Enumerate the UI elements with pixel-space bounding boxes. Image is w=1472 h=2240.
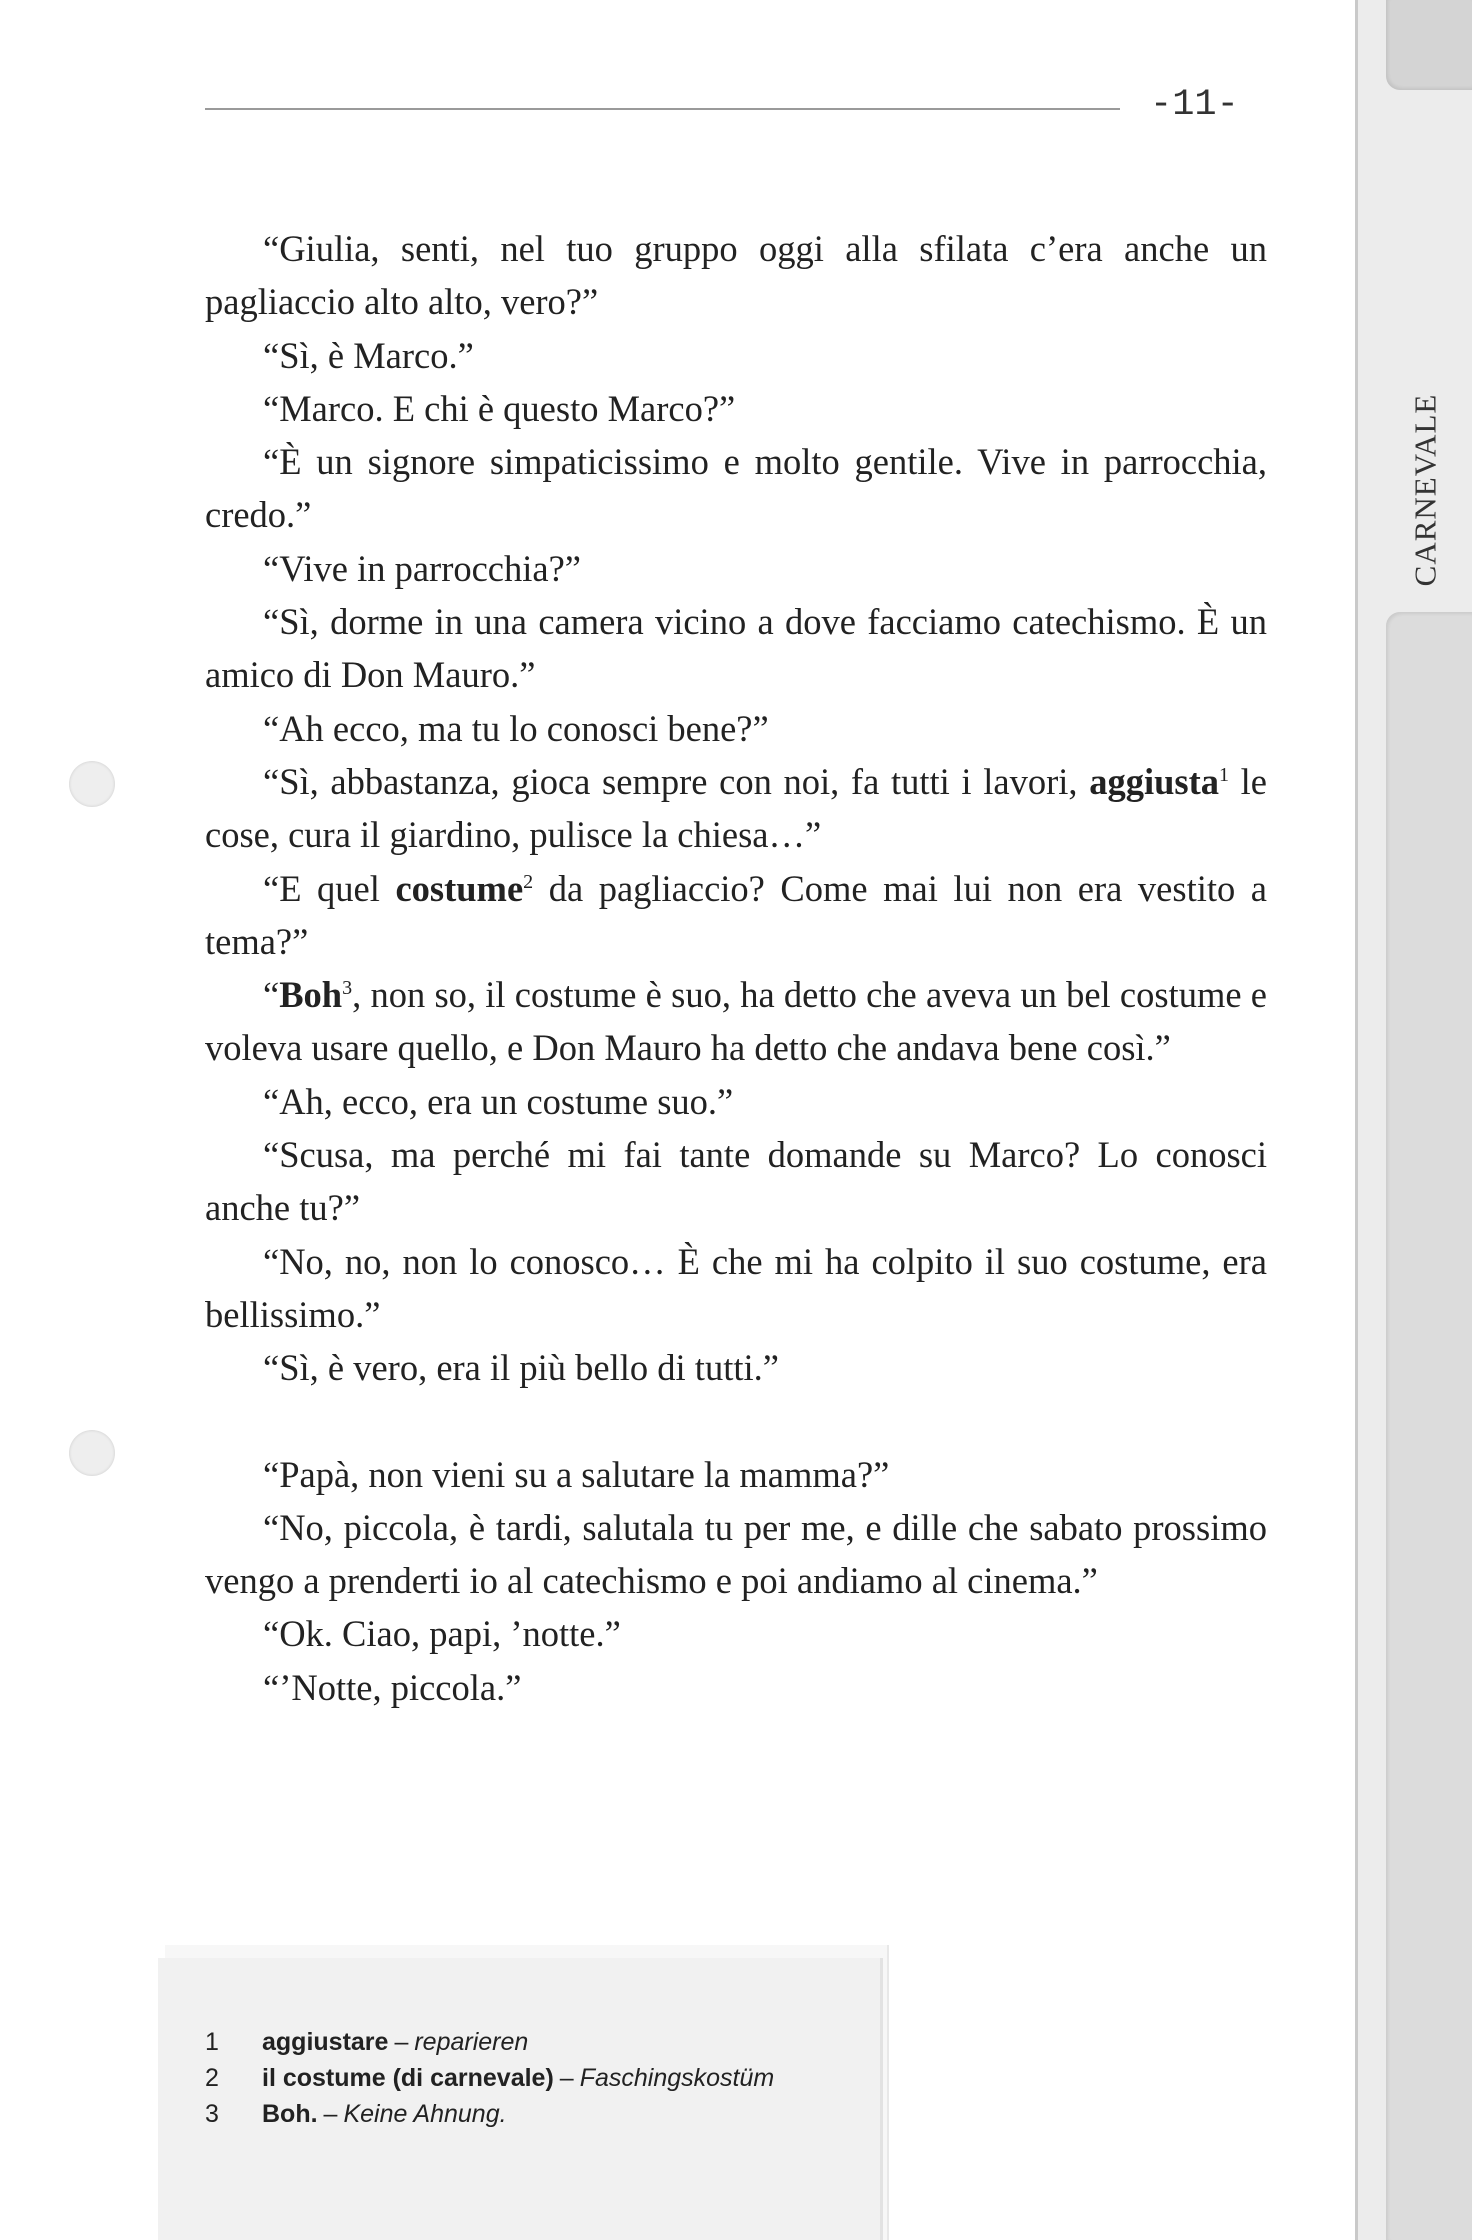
story-text bbox=[205, 222, 1267, 1714]
footnote-marker: 3 bbox=[342, 977, 353, 999]
paragraph-text: “E quel bbox=[263, 867, 396, 909]
glossary-translation: Faschingskostüm bbox=[579, 2064, 775, 2092]
paragraph-text: “Papà, non vieni su a salutare la mamma?” bbox=[263, 1453, 890, 1495]
paragraph-text: “ bbox=[263, 974, 280, 1016]
glossary-entry bbox=[205, 2096, 774, 2132]
paragraph-text: “No, no, non lo conosco… È che mi ha colpito il suo costume, era bellissimo.” bbox=[205, 1240, 1267, 1335]
paragraph bbox=[205, 1607, 1267, 1660]
glossary-translation: reparieren bbox=[414, 2028, 529, 2056]
page-number: -11- bbox=[1150, 84, 1239, 126]
paragraph bbox=[205, 382, 1267, 435]
paragraph-text: “’Notte, piccola.” bbox=[263, 1666, 522, 1708]
paragraph-text: “Ok. Ciao, papi, ’notte.” bbox=[263, 1613, 621, 1655]
chapter-tab-current[interactable] bbox=[1386, 612, 1472, 2240]
chapter-tab-previous[interactable] bbox=[1386, 0, 1472, 90]
paragraph bbox=[205, 862, 1267, 969]
binder-hole-icon bbox=[69, 1430, 115, 1476]
paragraph-text: “Sì, è Marco.” bbox=[263, 334, 474, 376]
paragraph-text: “Scusa, ma perché mi fai tante domande su Marco? Lo conosci anche tu?” bbox=[205, 1134, 1267, 1229]
paragraph bbox=[205, 1501, 1267, 1608]
glossary-entry bbox=[205, 2060, 774, 2096]
paragraph bbox=[205, 702, 1267, 755]
glossary-entry bbox=[205, 2024, 774, 2060]
binder-hole-icon bbox=[69, 761, 115, 807]
paragraph bbox=[205, 329, 1267, 382]
glossary-term: il costume (di carnevale) bbox=[262, 2064, 554, 2092]
paragraph bbox=[205, 1235, 1267, 1342]
paragraph-text: “Sì, abbastanza, gioca sempre con noi, fa tutti i lavori, bbox=[263, 760, 1090, 802]
paragraph bbox=[205, 1448, 1267, 1501]
paragraph-text: “È un signore simpaticissimo e molto gentile. Vive in parrocchia, credo.” bbox=[205, 441, 1267, 536]
paragraph-text: da pagliaccio? Come mai lui non era vestito a tema?” bbox=[205, 867, 1267, 962]
paragraph-text: “Sì, dorme in una camera vicino a dove facciamo catechismo. È un amico di Don Mauro.” bbox=[205, 601, 1267, 696]
glossary-dash: – bbox=[323, 2100, 338, 2128]
glossary-term: Boh bbox=[279, 974, 343, 1016]
header-rule bbox=[205, 108, 1120, 110]
section-label bbox=[1405, 380, 1445, 600]
paragraph bbox=[205, 755, 1267, 862]
glossary-list bbox=[205, 2024, 774, 2132]
paragraph bbox=[205, 435, 1267, 542]
glossary-term: aggiustare bbox=[262, 2028, 389, 2056]
glossary-term: Boh. bbox=[262, 2100, 318, 2128]
paragraph-text: “Giulia, senti, nel tuo gruppo oggi alla sfilata c’era anche un pagliaccio alto alto, vero?” bbox=[205, 228, 1267, 323]
glossary-dash: – bbox=[394, 2028, 409, 2056]
paragraph-text: “Ah, ecco, era un costume suo.” bbox=[263, 1080, 734, 1122]
glossary-number: 3 bbox=[205, 2100, 219, 2128]
paragraph bbox=[205, 595, 1267, 702]
paragraph-text: , non so, il costume è suo, ha detto che aveva un bel costume e voleva usare quello, e Don Mauro ha detto che andava bene così.” bbox=[205, 974, 1267, 1069]
paragraph-text: le cose, cura il giardino, pulisce la chiesa…” bbox=[205, 760, 1268, 856]
glossary-term: costume bbox=[395, 867, 524, 909]
paragraph bbox=[205, 542, 1267, 595]
footnote-marker: 1 bbox=[1219, 763, 1229, 786]
glossary-number: 2 bbox=[205, 2064, 219, 2092]
paragraph-text: “Sì, è vero, era il più bello di tutti.” bbox=[263, 1347, 779, 1389]
paragraph-text: “Marco. E chi è questo Marco?” bbox=[263, 387, 736, 429]
glossary-number: 1 bbox=[205, 2028, 219, 2056]
glossary-term: aggiusta bbox=[1089, 760, 1219, 802]
paragraph bbox=[205, 222, 1267, 329]
paragraph-text: “No, piccola, è tardi, salutala tu per me, e dille che sabato prossimo vengo a prenderti io al catechismo e poi andiamo al cinema.” bbox=[205, 1506, 1267, 1602]
paragraph bbox=[205, 1341, 1267, 1394]
paragraph bbox=[205, 1128, 1267, 1235]
section-label-text: CARNEVALE bbox=[1407, 393, 1442, 587]
paragraph-text: “Vive in parrocchia?” bbox=[263, 547, 582, 589]
paragraph-text: “Ah ecco, ma tu lo conosci bene?” bbox=[263, 707, 769, 749]
footnote-marker: 2 bbox=[523, 870, 534, 893]
paragraph bbox=[205, 1661, 1267, 1714]
glossary-dash: – bbox=[559, 2064, 574, 2092]
paragraph bbox=[205, 1075, 1267, 1128]
paragraph bbox=[205, 968, 1267, 1075]
glossary-translation: Keine Ahnung. bbox=[343, 2100, 507, 2128]
